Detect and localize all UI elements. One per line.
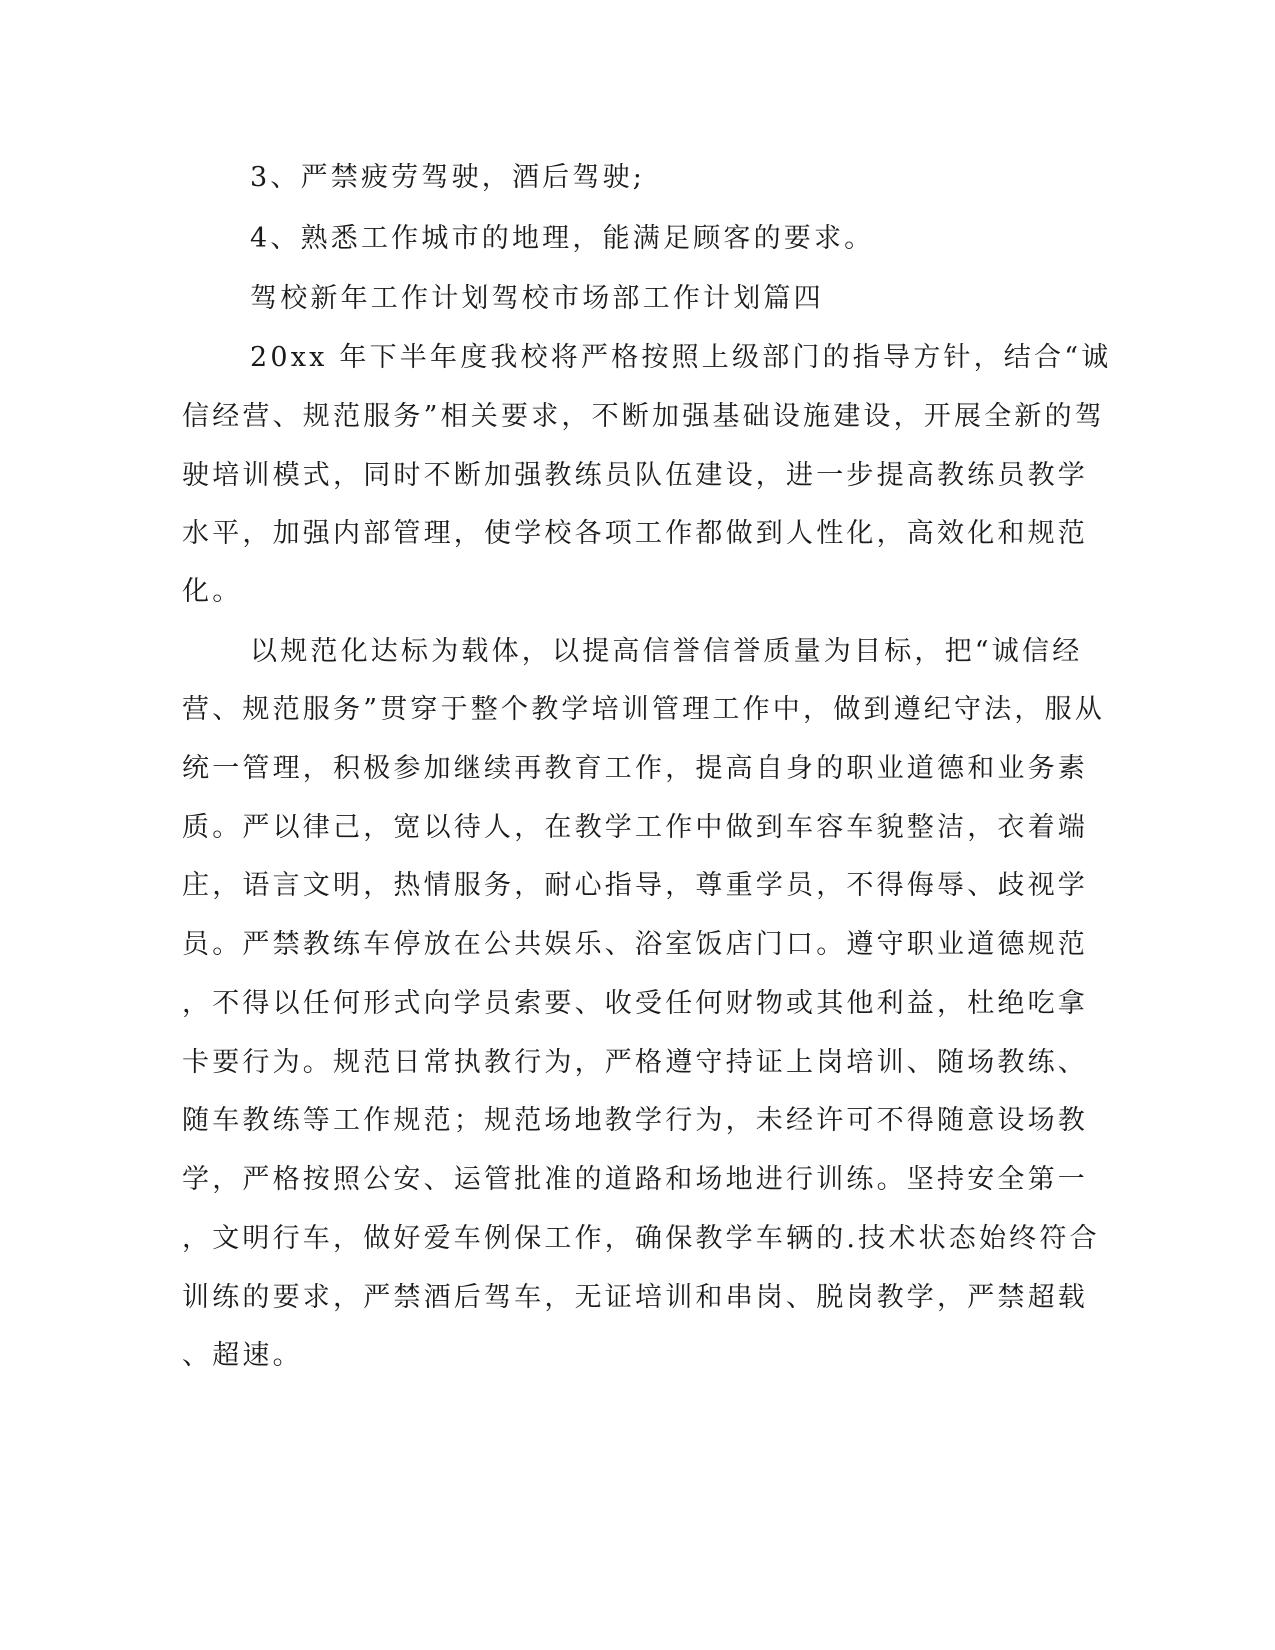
paragraph-1-line: 信经营、规范服务”相关要求，不断加强基础设施建设，开展全新的驾 [182,401,1106,432]
list-item-4: 4、熟悉工作城市的地理，能满足顾客的要求。 [250,223,875,254]
section-heading: 驾校新年工作计划驾校市场部工作计划篇四 [250,283,824,314]
paragraph-2-line: 随车教练等工作规范；规范场地教学行为，未经许可不得随意设场教 [182,1105,1088,1136]
paragraph-1-line: 水平，加强内部管理，使学校各项工作都做到人性化，高效化和规范 [182,518,1088,549]
paragraph-2-line: 员。严禁教练车停放在公共娱乐、浴室饭店门口。遵守职业道德规范 [182,929,1088,960]
paragraph-1-line: 20xx 年下半年度我校将严格按照上级部门的指导方针，结合“诚 [250,342,1112,373]
paragraph-2-line: 营、规范服务”贯穿于整个教学培训管理工作中，做到遵纪守法，服从 [182,694,1106,725]
paragraph-2-line: 庄，语言文明，热情服务，耐心指导，尊重学员，不得侮辱、歧视学 [182,870,1088,901]
paragraph-2-line: 以规范化达标为载体，以提高信誉信誉质量为目标，把“诚信经 [250,636,1083,667]
paragraph-2-line: 训练的要求，严禁酒后驾车，无证培训和串岗、脱岗教学，严禁超载 [182,1282,1088,1313]
paragraph-2-line: ，不得以任何形式向学员索要、收受任何财物或其他利益，杜绝吃拿 [182,988,1088,1019]
paragraph-2-line: 质。严以律己，宽以待人，在教学工作中做到车容车貌整洁，衣着端 [182,812,1088,843]
paragraph-1-line: 驶培训模式，同时不断加强教练员队伍建设，进一步提高教练员教学 [182,460,1088,491]
paragraph-2-line: 、超速。 [182,1340,303,1371]
paragraph-1-line: 化。 [182,576,243,607]
paragraph-2-line: 卡要行为。规范日常执教行为，严格遵守持证上岗培训、随场教练、 [182,1047,1088,1078]
paragraph-2-line: 学，严格按照公安、运管批准的道路和场地进行训练。坚持安全第一 [182,1164,1088,1195]
list-item-3: 3、严禁疲劳驾驶，酒后驾驶; [250,162,646,193]
paragraph-2-line: 统一管理，积极参加继续再教育工作，提高自身的职业道德和业务素 [182,753,1088,784]
paragraph-2-line: ，文明行车，做好爱车例保工作，确保教学车辆的.技术状态始终符合 [182,1223,1100,1254]
